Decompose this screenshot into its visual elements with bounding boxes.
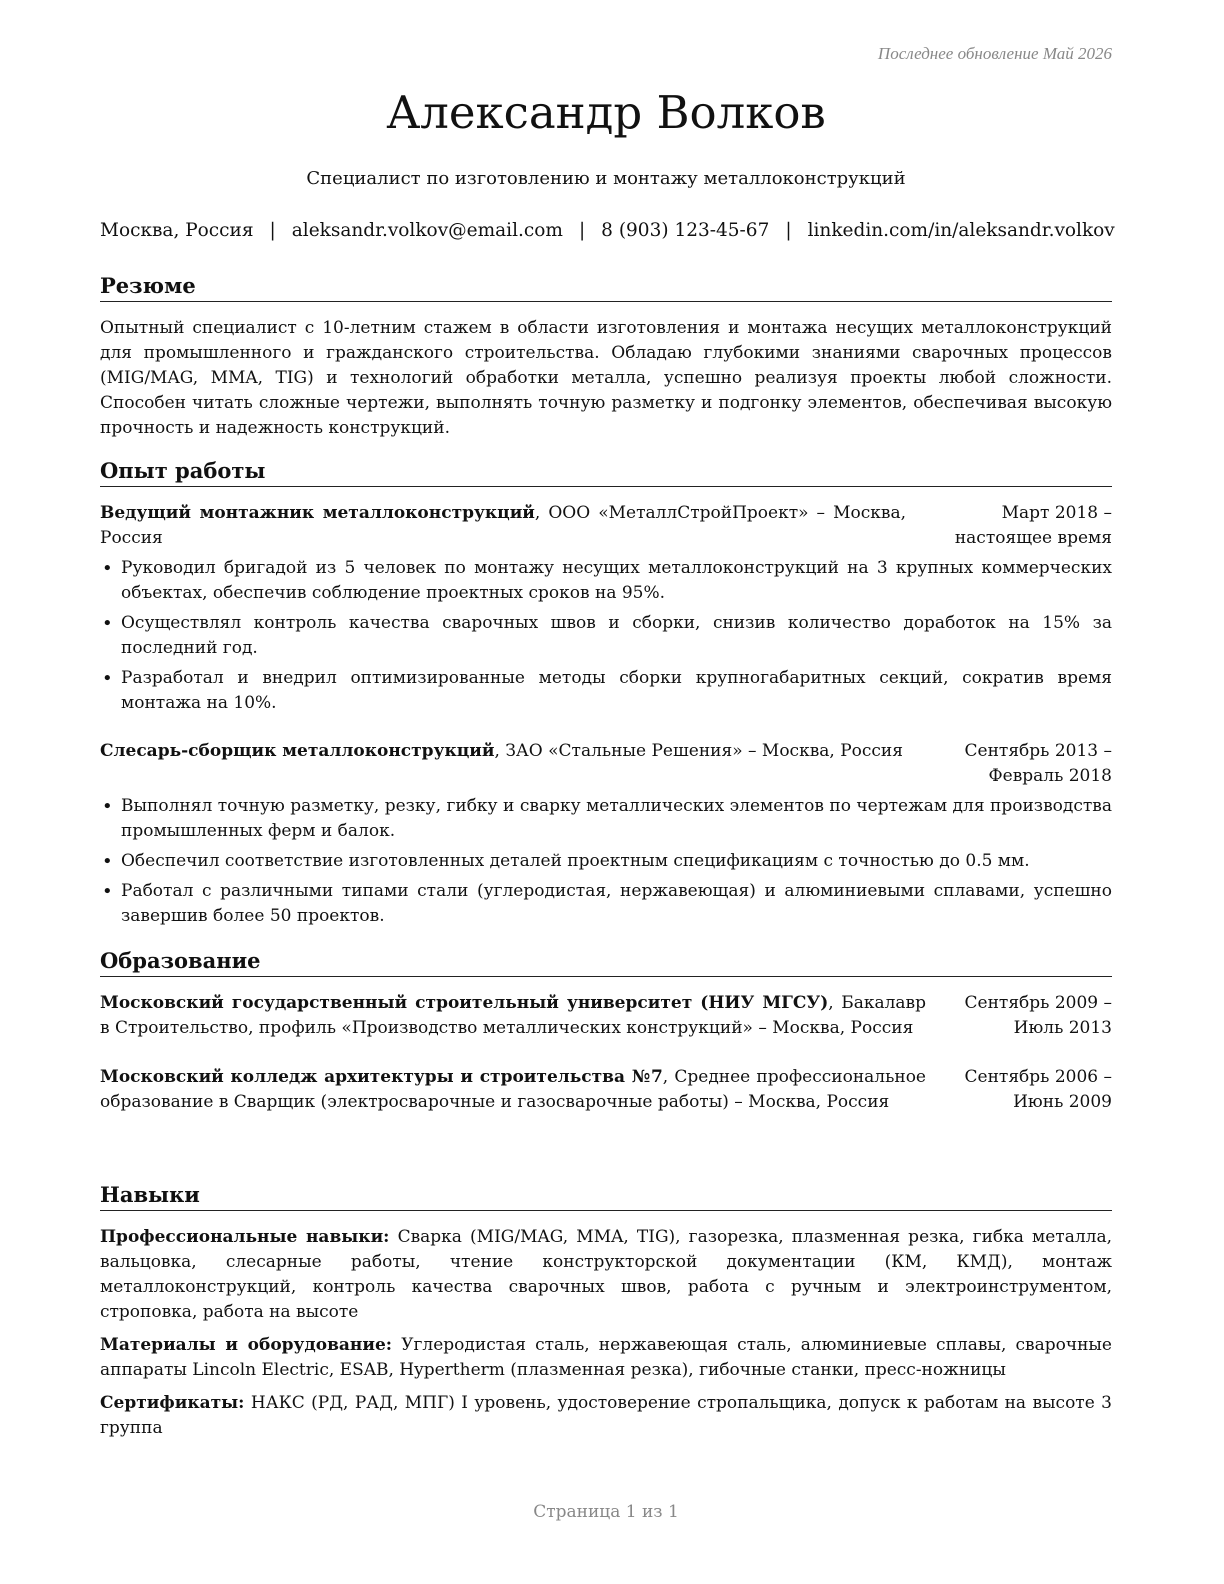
education-degree: , Среднее профессиональное образование в Сварщик (электросварочные и газосварочные работы) – Москва, Россия [100,1067,926,1112]
education-line [100,991,932,1041]
page-number: Страница 1 из 1 [533,1502,679,1522]
skills-heading: Навыки [100,1181,1112,1211]
education-school: Московский колледж архитектуры и строительства №7 [100,1067,663,1087]
job-bullet: • Работал с различными типами стали (углеродистая, нержавеющая) и алюминиевыми сплавами, успешно завершив более 50 проектов. [100,879,1112,929]
education-degree: , Бакалавр в Строительство, профиль «Производство металлических конструкций» – Москва, Россия [100,993,926,1038]
contact-location: Москва, Россия [100,220,254,241]
job-bullet: • Разработал и внедрил оптимизированные методы сборки крупногабаритных секций, сократив время монтажа на 10%. [100,666,1112,716]
summary-heading: Резюме [100,272,1112,302]
job-bullet: • Выполнял точную разметку, резку, гибку и сварку металлических элементов по чертежам для производства промышленных ферм и балок. [100,794,1112,844]
contact-line [100,220,1115,241]
experience-heading: Опыт работы [100,457,1112,487]
skill-label: Материалы и оборудование: [100,1335,393,1355]
skill-group [100,1391,1112,1441]
summary-section [100,272,1112,441]
education-line [100,1065,932,1115]
skill-group [100,1333,1112,1383]
job-bullet: • Руководил бригадой из 5 человек по монтажу несущих металлоконструкций на 3 крупных коммерческих объектах, обеспечив соблюдение проектных сроков на 95%. [100,556,1112,606]
job-entry [100,739,1112,929]
education-entry [100,1065,1112,1115]
education-school: Московский государственный строительный университет (НИУ МГСУ) [100,993,829,1013]
skill-group [100,1225,1112,1325]
skill-text: Сварка (MIG/MAG, MMA, TIG), газорезка, плазменная резка, гибка металла, вальцовка, слесарные работы, чтение конструкторской документации (КМ, КМД), монтаж металлоконструкций, контроль качества сварочных швов, работа с ручным и электроинструментом, строповка, работа на высоте [100,1227,1112,1322]
job-role: Слесарь-сборщик металлоконструкций [100,741,495,761]
job-bullet: • Обеспечил соответствие изготовленных деталей проектным спецификациям с точностью до 0.5 мм. [100,849,1112,874]
skill-label: Профессиональные навыки: [100,1227,390,1247]
job-title-line [100,739,952,789]
skill-text: Углеродистая сталь, нержавеющая сталь, алюминиевые сплавы, сварочные аппараты Lincoln Electric, ESAB, Hypertherm (плазменная резка), гибочные станки, пресс-ножницы [100,1335,1112,1380]
education-dates: Сентябрь 2009 – Июль 2013 [964,993,1112,1038]
candidate-title: Специалист по изготовлению и монтажу металлоконструкций [306,168,906,189]
education-section [100,947,1112,1115]
job-company: , ЗАО «Стальные Решения» – Москва, Россия [494,741,903,761]
job-entry [100,501,1112,716]
resume-page [100,0,1115,1584]
education-header [100,1065,1112,1115]
contact-email[interactable]: aleksandr.volkov@email.com [291,220,563,241]
job-bullets [100,794,1112,929]
candidate-name: Александр Волков [386,86,826,139]
job-bullet: • Осуществлял контроль качества сварочных швов и сборки, снизив количество доработок на 15% за последний год. [100,611,1112,661]
job-company: , ООО «МеталлСтройПроект» – Москва, Россия [100,503,906,548]
contact-separator: | [785,220,792,241]
experience-section [100,457,1112,929]
skill-label: Сертификаты: [100,1393,245,1413]
education-header [100,991,1112,1041]
job-bullets [100,556,1112,716]
summary-text: Опытный специалист с 10-летним стажем в области изготовления и монтажа несущих металлоконструкций для промышленного и гражданского строительства. Обладаю глубокими знаниями сварочных процессов (MIG/MAG, MMA, TIG) и технологий обработки металла, успешно реализуя проекты любой сложности. Способен читать сложные чертежи, выполнять точную разметку и подгонку элементов, обеспечивая высокую прочность и надежность конструкций. [100,318,1112,438]
skills-section [100,1181,1112,1441]
contact-linkedin[interactable]: linkedin.com/in/aleksandr.volkov [807,220,1115,241]
skill-text: НАКС (РД, РАД, МПГ) I уровень, удостоверение стропальщика, допуск к работам на высоте 3 группа [100,1393,1112,1438]
job-dates: Март 2018 – настоящее время [954,503,1112,548]
job-dates: Сентябрь 2013 – Февраль 2018 [964,741,1112,786]
contact-separator: | [578,220,586,241]
contact-phone[interactable]: 8 (903) 123-45-67 [601,220,770,241]
job-role: Ведущий монтажник металлоконструкций [100,503,535,523]
job-header [100,739,1112,789]
contact-separator: | [269,220,276,241]
education-heading: Образование [100,947,1112,977]
job-header [100,501,1112,551]
education-entry [100,991,1112,1041]
education-dates: Сентябрь 2006 – Июнь 2009 [964,1067,1112,1112]
last-updated: Последнее обновление Май 2026 [877,44,1112,63]
job-title-line [100,501,912,551]
